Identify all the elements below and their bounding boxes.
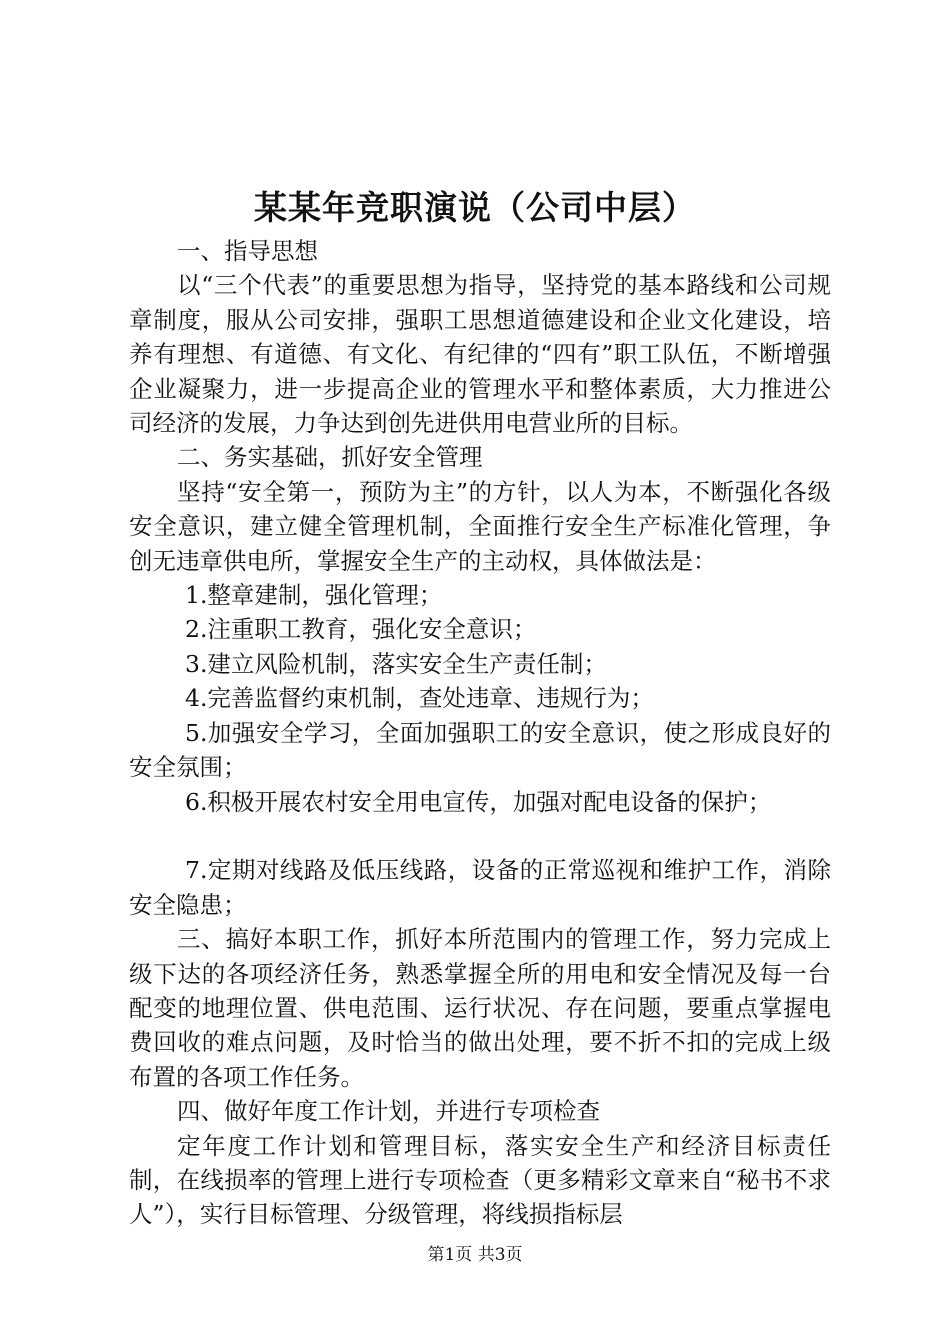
- section-paragraph-1: 以“三个代表”的重要思想为指导，坚持党的基本路线和公司规章制度，服从公司安排，强职工思想道德建设和企业文化建设，培养有理想、有道德、有文化、有纪律的“四有”职工队伍，不断增强企业凝聚力，进一步提高企业的管理水平和整体素质，大力推进公司经济的发展，力争达到创先进供用电营业所的目标。: [129, 271, 831, 438]
- document-title: 某某年竞职演说（公司中层）: [254, 188, 696, 227]
- blank-line: [129, 819, 831, 853]
- list-item: 3.建立风险机制，落实安全生产责任制；: [185, 649, 607, 678]
- section-paragraph-4: 定年度工作计划和管理目标，落实安全生产和经济目标责任制，在线损率的管理上进行专项检查（更多精彩文章来自“秘书不求人”），实行目标管理、分级管理，将线损指标层: [129, 1131, 831, 1229]
- section-heading-4: 四、做好年度工作计划，并进行专项检查: [177, 1097, 600, 1126]
- page-footer: 第1页 共3页: [427, 1245, 523, 1265]
- section-paragraph-3: 三、搞好本职工作，抓好本所范围内的管理工作，努力完成上级下达的各项经济任务，熟悉掌握全所的用电和安全情况及每一台配变的地理位置、供电范围、运行状况、存在问题，要重点掌握电费回收的难点问题，及时恰当的做出处理，要不折不扣的完成上级布置的各项工作任务。: [129, 925, 831, 1091]
- document-body: [129, 234, 831, 1232]
- section-paragraph-2: 坚持“安全第一，预防为主”的方针，以人为本，不断强化各级安全意识，建立健全管理机制，全面推行安全生产标准化管理，争创无违章供电所，掌握安全生产的主动权，具体做法是：: [129, 477, 831, 575]
- section-heading-2: 二、务实基础，抓好安全管理: [177, 443, 483, 472]
- list-item: 6.积极开展农村安全用电宣传，加强对配电设备的保护；: [185, 787, 772, 816]
- list-item: 7.定期对线路及低压线路，设备的正常巡视和维护工作，消除安全隐患；: [129, 856, 831, 919]
- list-item: 4.完善监督约束机制，查处违章、违规行为；: [185, 684, 654, 713]
- list-item: 2.注重职工教育，强化安全意识；: [185, 615, 537, 644]
- section-heading-1: 一、指导思想: [177, 237, 318, 265]
- list-item: 5.加强安全学习，全面加强职工的安全意识，使之形成良好的安全氛围；: [129, 718, 831, 782]
- list-item: 1.整章建制，强化管理；: [185, 581, 443, 610]
